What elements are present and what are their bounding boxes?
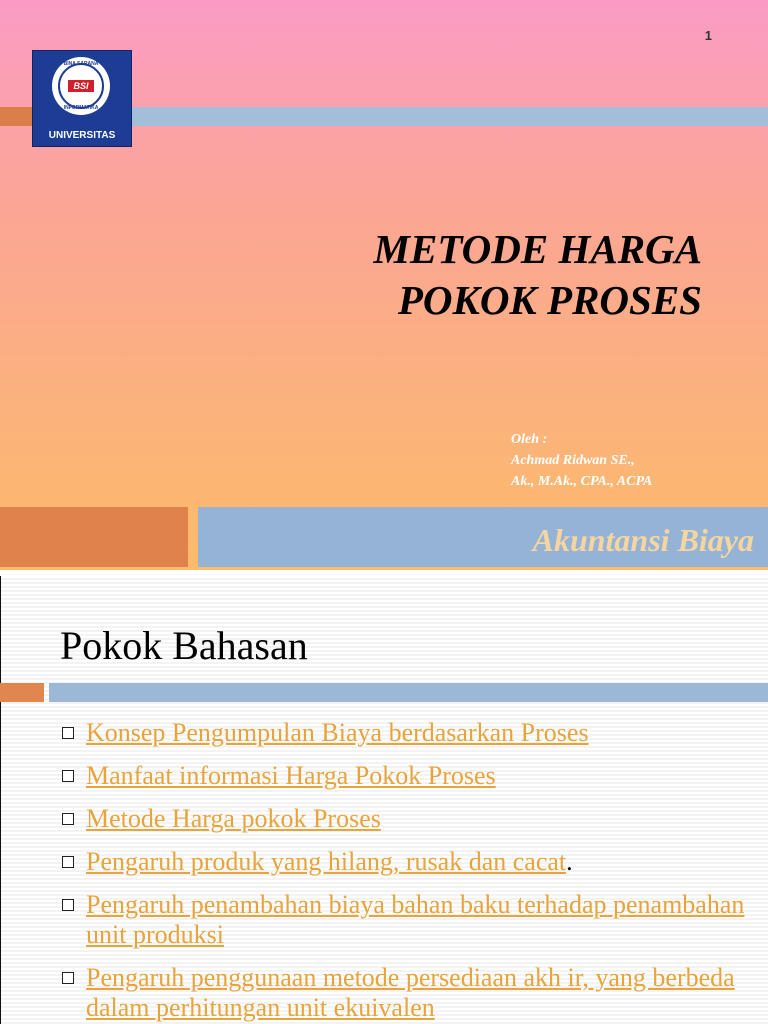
list-item [60, 963, 760, 1023]
footer-bar-orange [0, 507, 188, 567]
logo-caption: UNIVERSITAS [48, 130, 116, 141]
checkbox-bullet-icon [62, 813, 74, 825]
logo-ring-bottom-text: INFORMATIKA [63, 105, 99, 111]
list-item [60, 804, 760, 834]
logo-emblem [52, 57, 110, 115]
author-credentials: Ak., M.Ak., CPA., ACPA [511, 474, 653, 489]
logo-ring-top-text: BINA SARANA [63, 61, 99, 67]
topics-list [60, 718, 760, 1024]
topic-link[interactable]: Manfaat informasi Harga Pokok Proses [86, 761, 496, 790]
university-logo [32, 50, 132, 147]
title-line-2: POKOK PROSES [397, 277, 702, 324]
slide-edge-line [0, 576, 1, 1024]
checkbox-bullet-icon [62, 856, 74, 868]
list-item [60, 890, 760, 950]
checkbox-bullet-icon [62, 770, 74, 782]
page-number: 1 [704, 28, 712, 43]
author-label: Oleh : [511, 432, 548, 447]
topics-slide [0, 576, 768, 1024]
logo-mark: BSI [68, 80, 94, 92]
list-item: Pengaruh produk yang hilang, rusak dan cacat. [60, 847, 760, 877]
topic-link[interactable]: Pengaruh penggunaan metode persediaan akh ir, yang berbeda dalam perhitungan unit ekuivalen [86, 963, 735, 1022]
list-item [60, 761, 760, 791]
checkbox-bullet-icon [62, 899, 74, 911]
author-name: Achmad Ridwan SE., [511, 453, 635, 468]
header-bar-orange [0, 107, 32, 126]
topic-link[interactable]: Pengaruh penambahan biaya bahan baku terhadap penambahan unit produksi [86, 890, 745, 949]
topics-bar-orange [0, 683, 44, 702]
topics-bar-blue [49, 683, 768, 702]
topic-link[interactable]: Pengaruh produk yang hilang, rusak dan cacat [86, 847, 567, 876]
topic-link[interactable]: Konsep Pengumpulan Biaya berdasarkan Proses [86, 718, 589, 747]
header-bar-blue [130, 107, 768, 126]
topic-link[interactable]: Metode Harga pokok Proses [86, 804, 381, 833]
list-item [60, 718, 760, 748]
topics-heading: Pokok Bahasan [60, 623, 308, 668]
title-line-1: METODE HARGA [373, 226, 702, 272]
course-title: Akuntansi Biaya [532, 522, 754, 558]
checkbox-bullet-icon [62, 727, 74, 739]
slide-title [242, 224, 702, 327]
author-block [511, 429, 652, 492]
checkbox-bullet-icon [62, 972, 74, 984]
